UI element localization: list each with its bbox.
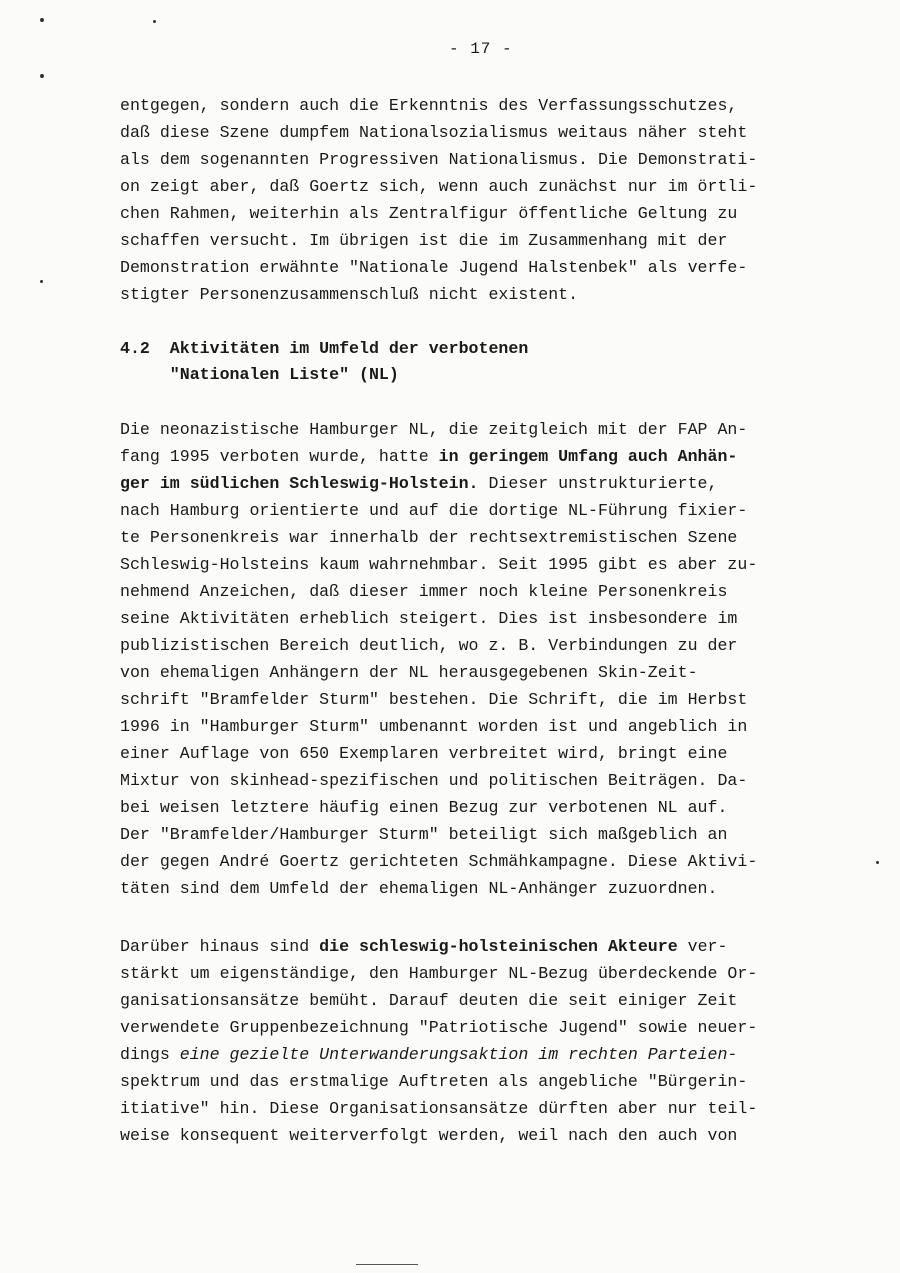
paragraph-line: te Personenkreis war innerhalb der rechtsextremistischen Szene: [120, 528, 738, 547]
paragraph-line: stärkt um eigenständige, den Hamburger NL-Bezug überdeckende Or-: [120, 964, 758, 983]
scan-speck: [40, 74, 44, 78]
paragraph-line: [120, 938, 727, 956]
paragraph-text: fang 1995 verboten wurde, hatte: [120, 447, 439, 466]
scan-speck: [153, 20, 156, 23]
paragraph-line: chen Rahmen, weiterhin als Zentralfigur öffentliche Geltung zu: [120, 204, 738, 223]
scan-speck: [876, 861, 879, 864]
paragraph-line: als dem sogenannten Progressiven Nationalismus. Die Demonstrati-: [120, 150, 758, 169]
paragraph-line: Schleswig-Holsteins kaum wahrnehmbar. Seit 1995 gibt es aber zu-: [120, 555, 758, 574]
emphasis-text: in geringem Umfang auch Anhän-: [438, 447, 738, 466]
section-heading: "Nationalen Liste" (NL): [120, 365, 399, 384]
paragraph-line: [120, 1046, 737, 1064]
paragraph-line: von ehemaligen Anhängern der NL herausgegebenen Skin-Zeit-: [120, 663, 698, 682]
paragraph-line: [120, 1100, 757, 1118]
scan-speck: [40, 18, 44, 22]
paragraph-line: Die neonazistische Hamburger NL, die zeitgleich mit der FAP An-: [120, 420, 748, 439]
paragraph-line: publizistischen Bereich deutlich, wo z. B. Verbindungen zu der: [120, 636, 738, 655]
paragraph-text: ver-: [677, 937, 728, 956]
paragraph-text: Dieser unstrukturierte,: [478, 474, 718, 493]
paragraph-line: stigter Personenzusammenschluß nicht existent.: [120, 285, 579, 304]
page-number: - 17 -: [449, 40, 513, 58]
paragraph-line: ganisationsansätze bemüht. Darauf deuten die seit einiger Zeit: [120, 991, 738, 1010]
paragraph-line: einer Auflage von 650 Exemplaren verbreitet wird, bringt eine: [120, 744, 728, 763]
paragraph-line: Mixtur von skinhead-spezifischen und politischen Beiträgen. Da-: [120, 771, 748, 790]
paragraph-line: 1996 in "Hamburger Sturm" umbenannt worden ist und angeblich in: [120, 717, 748, 736]
emphasis-text: die schleswig-holsteinischen Akteure: [319, 937, 678, 956]
emphasis-text: eine gezielte Unterwanderungsaktion im rechten Parteien-: [179, 1045, 738, 1064]
paragraph-line: Demonstration erwähnte "Nationale Jugend Halstenbek" als verfe-: [120, 258, 748, 277]
paragraph-line: Der "Bramfelder/Hamburger Sturm" beteiligt sich maßgeblich an: [120, 825, 728, 844]
paragraph-line: daß diese Szene dumpfem Nationalsozialismus weitaus näher steht: [120, 123, 748, 142]
paragraph-line: schrift "Bramfelder Sturm" bestehen. Die Schrift, die im Herbst: [120, 690, 748, 709]
paragraph-line: bei weisen letztere häufig einen Bezug zur verbotenen NL auf.: [120, 798, 728, 817]
section-heading: 4.2 Aktivitäten im Umfeld der verbotenen: [120, 339, 529, 358]
paragraph-text: Darüber hinaus sind: [120, 937, 320, 956]
paragraph-line: on zeigt aber, daß Goertz sich, wenn auch zunächst nur im örtli-: [120, 177, 758, 196]
paragraph-line: verwendete Gruppenbezeichnung "Patriotische Jugend" sowie neuer-: [120, 1018, 758, 1037]
paragraph-text: dings: [120, 1045, 180, 1064]
paragraph-line: [120, 448, 737, 466]
footer-rule: [356, 1264, 418, 1265]
paragraph-line: [120, 475, 717, 493]
paragraph-line: der gegen André Goertz gerichteten Schmähkampagne. Diese Aktivi-: [120, 852, 758, 871]
scan-speck: [40, 280, 43, 283]
paragraph-line: täten sind dem Umfeld der ehemaligen NL-Anhänger zuzuordnen.: [120, 879, 718, 898]
paragraph-text: itiative" hin.: [120, 1099, 260, 1118]
paragraph-line: spektrum und das erstmalige Auftreten als angebliche "Bürgerin-: [120, 1072, 748, 1091]
emphasis-text: ger im südlichen Schleswig-Holstein.: [120, 474, 479, 493]
paragraph-line: seine Aktivitäten erheblich steigert. Dies ist insbesondere im: [120, 609, 738, 628]
paragraph-line: weise konsequent weiterverfolgt werden, weil nach den auch von: [120, 1126, 738, 1145]
paragraph-text: Diese Organisationsansätze dürften aber nur teil-: [259, 1099, 758, 1118]
paragraph-line: nach Hamburg orientierte und auf die dortige NL-Führung fixier-: [120, 501, 748, 520]
paragraph-line: entgegen, sondern auch die Erkenntnis des Verfassungsschutzes,: [120, 96, 738, 115]
paragraph-line: nehmend Anzeichen, daß dieser immer noch kleine Personenkreis: [120, 582, 728, 601]
paragraph-line: schaffen versucht. Im übrigen ist die im Zusammenhang mit der: [120, 231, 728, 250]
